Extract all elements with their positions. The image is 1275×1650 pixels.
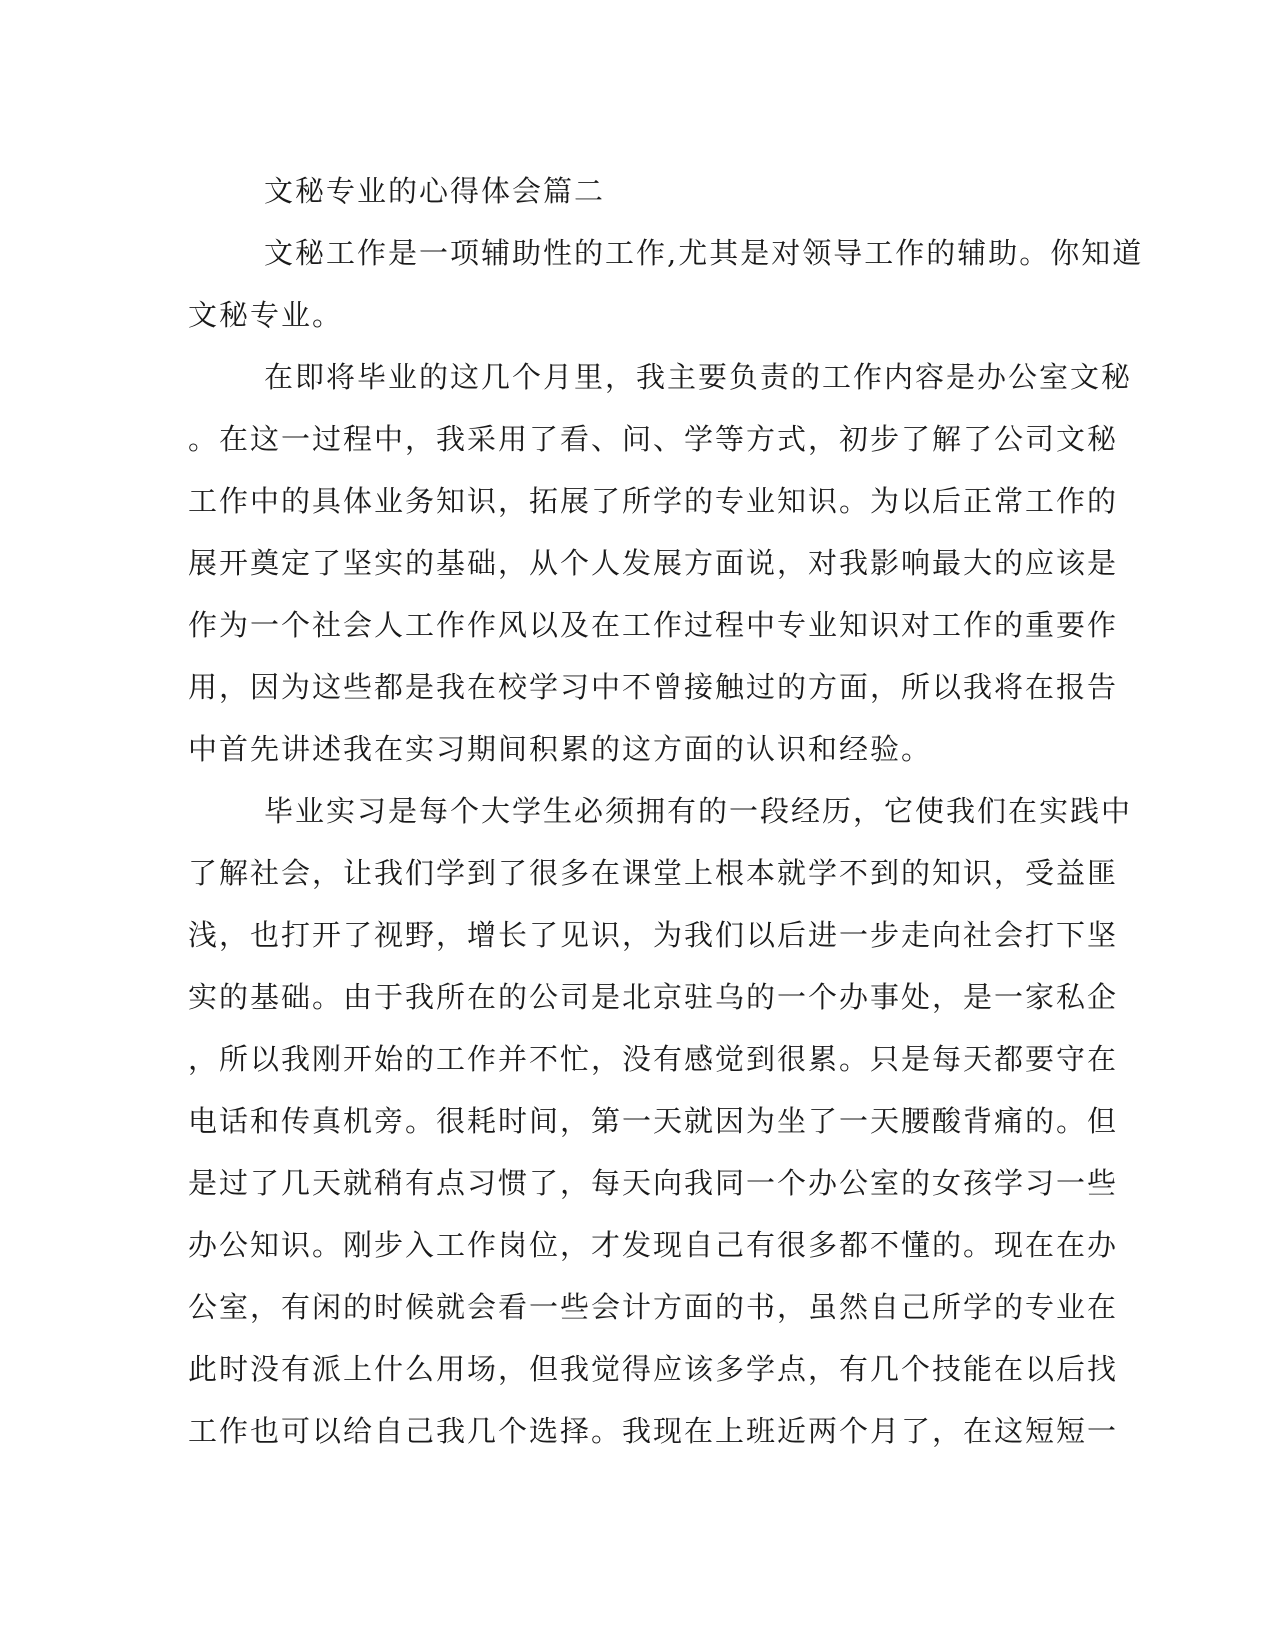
document-title: 文秘专业的心得体会篇二	[264, 174, 606, 208]
paragraph-2-line-3: 工作中的具体业务知识，拓展了所学的专业知识。为以后正常工作的	[188, 484, 1119, 518]
paragraph-3-line-5: ，所以我刚开始的工作并不忙，没有感觉到很累。只是每天都要守在	[188, 1042, 1119, 1076]
paragraph-1-line-2: 文秘专业。	[188, 298, 344, 332]
paragraph-3-line-4: 实的基础。由于我所在的公司是北京驻乌的一个办事处，是一家私企	[188, 980, 1119, 1014]
paragraph-1-line-1: 文秘工作是一项辅助性的工作,尤其是对领导工作的辅助。你知道	[264, 236, 1144, 270]
paragraph-2-line-6: 用，因为这些都是我在校学习中不曾接触过的方面，所以我将在报告	[188, 670, 1119, 704]
paragraph-2-line-2: 。在这一过程中，我采用了看、问、学等方式，初步了解了公司文秘	[188, 422, 1119, 456]
paragraph-3-line-3: 浅，也打开了视野，增长了见识，为我们以后进一步走向社会打下坚	[188, 918, 1119, 952]
paragraph-2-line-5: 作为一个社会人工作作风以及在工作过程中专业知识对工作的重要作	[188, 608, 1119, 642]
paragraph-2-line-1: 在即将毕业的这几个月里，我主要负责的工作内容是办公室文秘	[264, 360, 1133, 394]
paragraph-2-line-4: 展开奠定了坚实的基础，从个人发展方面说，对我影响最大的应该是	[188, 546, 1119, 580]
paragraph-3-line-6: 电话和传真机旁。很耗时间，第一天就因为坐了一天腰酸背痛的。但	[188, 1104, 1119, 1138]
paragraph-3-line-8: 办公知识。刚步入工作岗位，才发现自己有很多都不懂的。现在在办	[188, 1228, 1119, 1262]
paragraph-3-line-10: 此时没有派上什么用场，但我觉得应该多学点，有几个技能在以后找	[188, 1352, 1119, 1386]
paragraph-3-line-2: 了解社会，让我们学到了很多在课堂上根本就学不到的知识，受益匪	[188, 856, 1119, 890]
paragraph-3-line-11: 工作也可以给自己我几个选择。我现在上班近两个月了，在这短短一	[188, 1414, 1119, 1448]
paragraph-3-line-1: 毕业实习是每个大学生必须拥有的一段经历，它使我们在实践中	[264, 794, 1133, 828]
paragraph-3-line-7: 是过了几天就稍有点习惯了，每天向我同一个办公室的女孩学习一些	[188, 1166, 1119, 1200]
document-body	[188, 160, 1144, 1462]
paragraph-3-line-9: 公室，有闲的时候就会看一些会计方面的书，虽然自己所学的专业在	[188, 1290, 1119, 1324]
paragraph-2-line-7: 中首先讲述我在实习期间积累的这方面的认识和经验。	[188, 732, 933, 766]
